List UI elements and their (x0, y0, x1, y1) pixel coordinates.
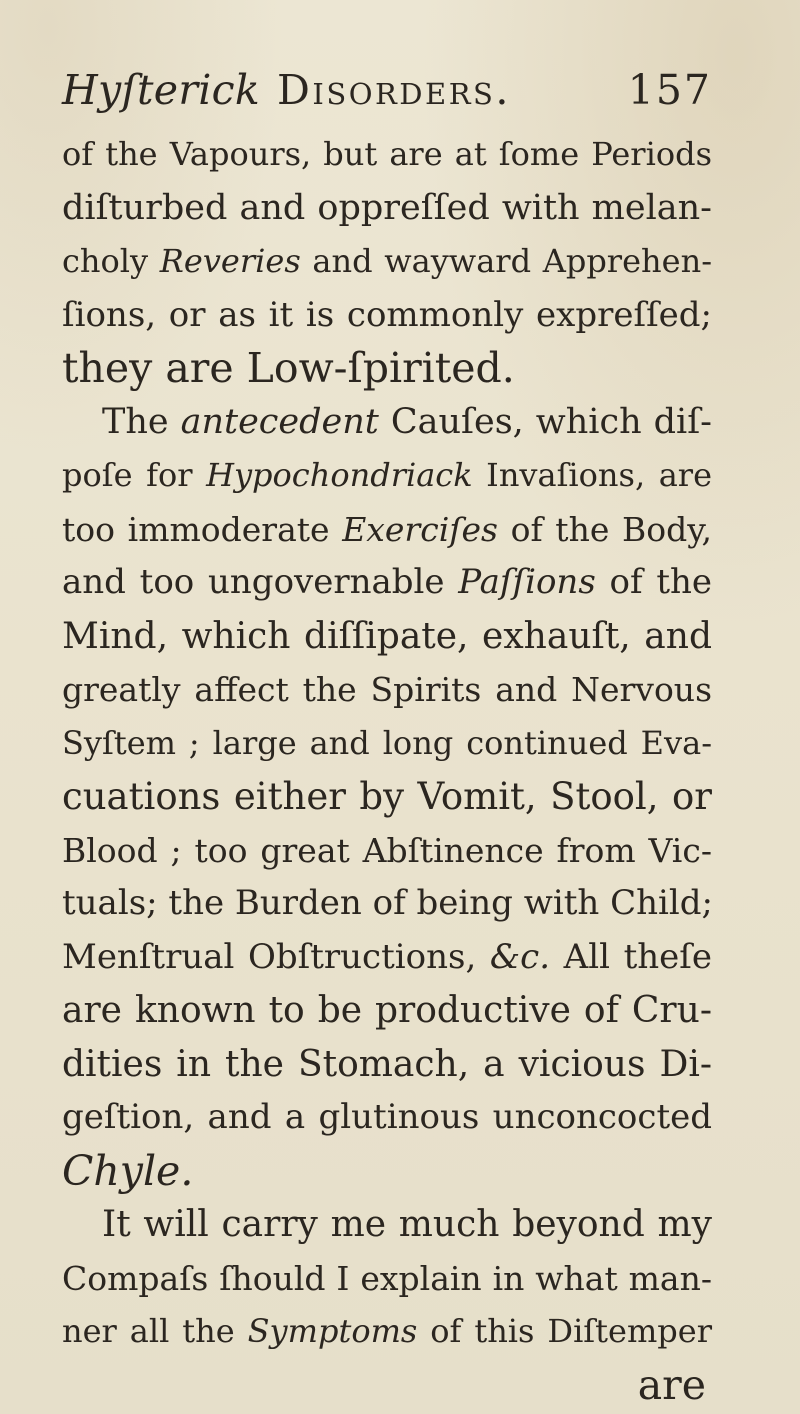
text-segment: and wayward Apprehen- (300, 242, 713, 280)
text-line (62, 1252, 712, 1306)
text-line (62, 289, 712, 343)
text-segment: Invaſions, are (472, 456, 712, 494)
text-line (62, 663, 712, 717)
text-line (62, 1038, 712, 1092)
italic-text: Exerciſes (342, 509, 498, 549)
text-line (62, 877, 712, 931)
text-segment: are known to be productive of Cru- (62, 990, 712, 1031)
text-line (62, 235, 712, 289)
text-line (62, 1305, 712, 1359)
text-segment: they are Low-ſpirited. (62, 344, 515, 392)
text-segment: poſe for (62, 456, 207, 494)
text-segment: Menſtrual Obſtructions, (62, 936, 490, 977)
italic-text: &c. (489, 936, 551, 977)
text-segment: It will carry me much beyond my (102, 1204, 712, 1245)
text-segment: Mind, which diſſipate, exhauſt, and (62, 615, 712, 657)
italic-text: Symptoms (247, 1312, 418, 1350)
italic-text: Hypochondriack (206, 456, 473, 494)
text-segment: All theſe (550, 936, 712, 977)
italic-text: Paſſions (458, 562, 596, 602)
text-line (62, 610, 712, 664)
text-line (62, 1145, 712, 1199)
text-segment: Blood ; too great Abſtinence from Vic- (62, 830, 712, 870)
text-line (62, 396, 712, 450)
italic-text: Reveries (159, 242, 301, 280)
text-segment: Cauſes, which diſ- (378, 401, 712, 442)
text-line (62, 984, 712, 1038)
text-segment: of this Diſtemper (417, 1312, 712, 1350)
page-header (62, 66, 712, 126)
text-segment: too immoderate (62, 509, 343, 549)
text-line (62, 342, 712, 396)
text-segment: diſturbed and oppreſſed with melan- (62, 187, 712, 228)
text-line (62, 1091, 712, 1145)
text-line (62, 503, 712, 557)
text-segment: Syſtem ; large and long continued Eva- (62, 723, 712, 762)
text-segment: choly (62, 242, 160, 280)
text-line (62, 182, 712, 236)
running-head: Disorders. (277, 66, 511, 114)
text-segment: of the Body, (497, 509, 712, 549)
text-line (62, 449, 712, 503)
text-segment: of the (595, 562, 712, 602)
catchword (62, 1359, 712, 1413)
text-line (62, 556, 712, 610)
text-segment: are (637, 1360, 706, 1409)
page-number: 157 (627, 66, 712, 114)
text-segment: of the Vapours, but are at ſome Periods (62, 135, 712, 173)
text-segment: tuals; the Burden of being with Child; (62, 883, 713, 923)
text-segment: dities in the Stomach, a vicious Di- (62, 1043, 712, 1085)
text-segment: ner all the (62, 1312, 248, 1350)
text-segment: geſtion, and a glutinous unconcocted (62, 1097, 712, 1137)
running-title: Hyſterick (62, 66, 261, 114)
text-line (62, 770, 712, 824)
text-segment: greatly affect the Spirits and Nervous (62, 670, 712, 709)
text-segment: The (102, 401, 181, 442)
text-segment: and too ungovernable (62, 562, 459, 602)
italic-text: antecedent (180, 401, 379, 442)
text-segment: Compaſs ſhould I explain in what man- (62, 1258, 712, 1298)
text-segment: cuations either by Vomit, Stool, or (62, 775, 712, 818)
italic-text: Chyle. (62, 1146, 194, 1195)
text-line (62, 1198, 712, 1252)
text-line (62, 128, 712, 182)
text-line (62, 931, 712, 985)
body-text (62, 128, 712, 1412)
text-segment: ſions, or as it is commonly expreſſed; (62, 294, 712, 335)
text-line (62, 717, 712, 771)
text-line (62, 824, 712, 878)
